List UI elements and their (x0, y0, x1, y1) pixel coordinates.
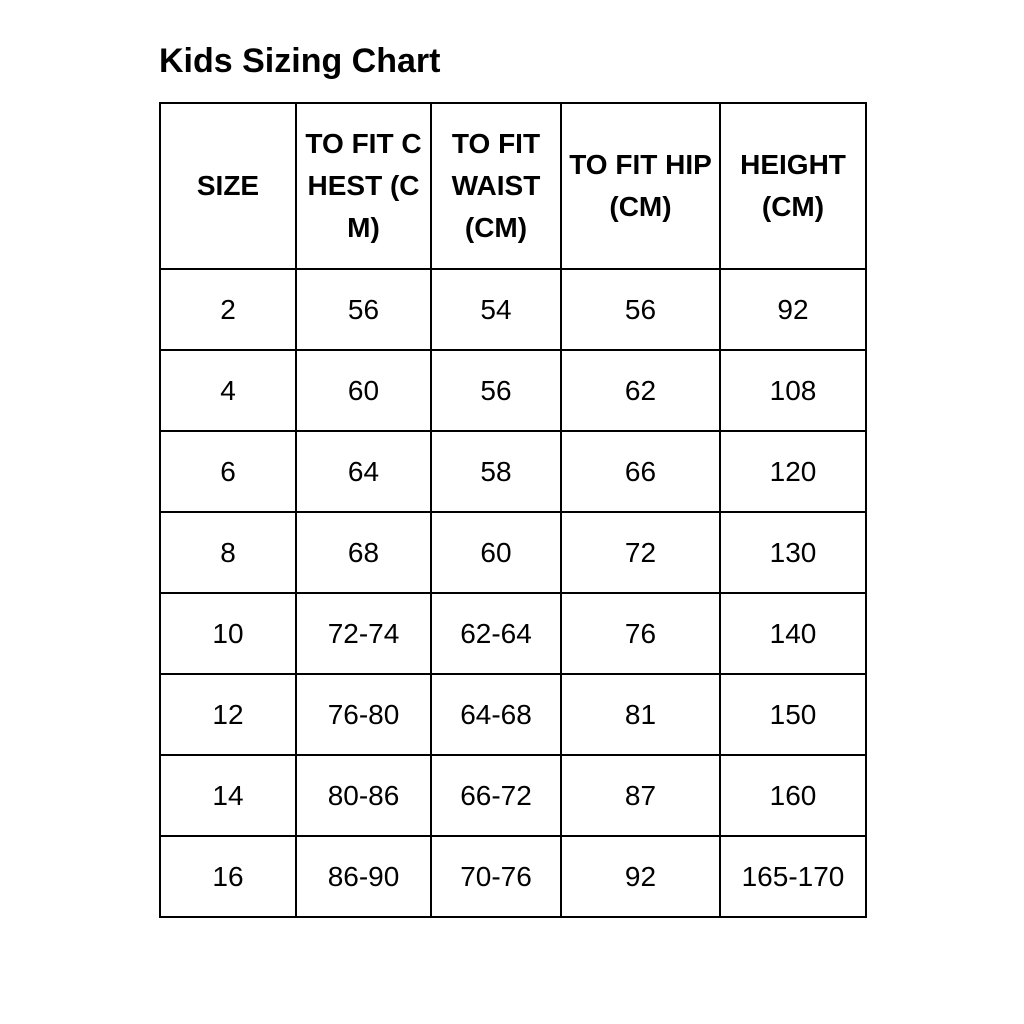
table-row (160, 431, 866, 512)
cell-height: 92 (720, 269, 866, 350)
cell-waist: 70-76 (431, 836, 561, 917)
cell-chest: 56 (296, 269, 431, 350)
cell-waist: 62-64 (431, 593, 561, 674)
header-hip: TO FIT HIP (CM) (561, 103, 720, 269)
cell-height: 130 (720, 512, 866, 593)
cell-chest: 76-80 (296, 674, 431, 755)
header-waist: TO FIT WAIST (CM) (431, 103, 561, 269)
cell-size: 14 (160, 755, 296, 836)
table-row (160, 593, 866, 674)
cell-waist: 54 (431, 269, 561, 350)
sizing-table (159, 102, 867, 918)
cell-hip: 76 (561, 593, 720, 674)
cell-size: 4 (160, 350, 296, 431)
cell-hip: 56 (561, 269, 720, 350)
cell-height: 108 (720, 350, 866, 431)
cell-chest: 68 (296, 512, 431, 593)
cell-height: 120 (720, 431, 866, 512)
header-size: SIZE (160, 103, 296, 269)
cell-size: 6 (160, 431, 296, 512)
cell-hip: 66 (561, 431, 720, 512)
table-row (160, 269, 866, 350)
header-height: HEIGHT (CM) (720, 103, 866, 269)
header-row (160, 103, 866, 269)
cell-waist: 58 (431, 431, 561, 512)
cell-hip: 92 (561, 836, 720, 917)
cell-height: 140 (720, 593, 866, 674)
cell-size: 16 (160, 836, 296, 917)
cell-size: 10 (160, 593, 296, 674)
header-chest: TO FIT CHEST (CM) (296, 103, 431, 269)
cell-chest: 86-90 (296, 836, 431, 917)
cell-size: 2 (160, 269, 296, 350)
table-row (160, 350, 866, 431)
page-title: Kids Sizing Chart (159, 42, 441, 80)
cell-height: 165-170 (720, 836, 866, 917)
cell-waist: 64-68 (431, 674, 561, 755)
cell-chest: 60 (296, 350, 431, 431)
cell-hip: 62 (561, 350, 720, 431)
cell-height: 150 (720, 674, 866, 755)
cell-hip: 81 (561, 674, 720, 755)
table-row (160, 755, 866, 836)
cell-chest: 72-74 (296, 593, 431, 674)
cell-waist: 66-72 (431, 755, 561, 836)
table-row (160, 512, 866, 593)
cell-chest: 80-86 (296, 755, 431, 836)
cell-size: 12 (160, 674, 296, 755)
cell-hip: 72 (561, 512, 720, 593)
cell-height: 160 (720, 755, 866, 836)
cell-hip: 87 (561, 755, 720, 836)
cell-chest: 64 (296, 431, 431, 512)
table-row (160, 674, 866, 755)
cell-waist: 56 (431, 350, 561, 431)
table-row (160, 836, 866, 917)
cell-waist: 60 (431, 512, 561, 593)
cell-size: 8 (160, 512, 296, 593)
